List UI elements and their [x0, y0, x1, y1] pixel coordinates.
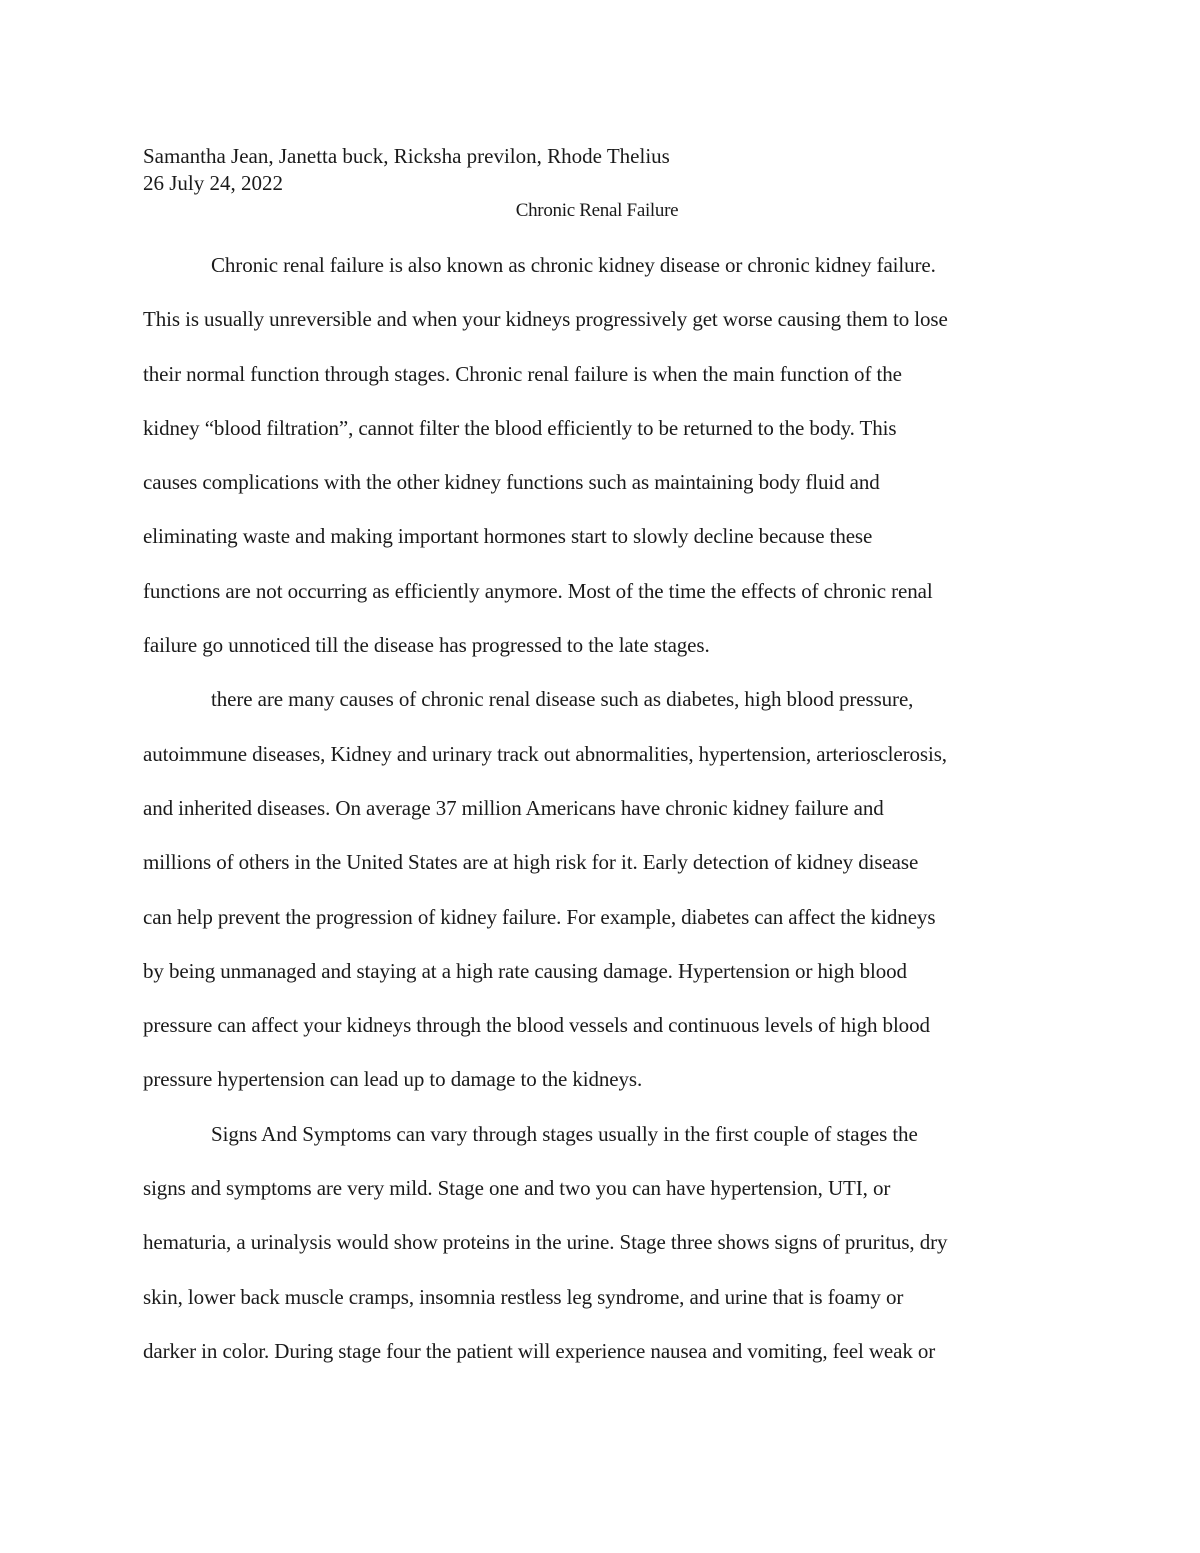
- paragraph-3-line: darker in color. During stage four the patient will experience nausea and vomiting, feel weak or: [143, 1338, 936, 1363]
- paragraph-2-line: autoimmune diseases, Kidney and urinary track out abnormalities, hypertension, arteriosclerosis,: [143, 741, 947, 766]
- document-header: [143, 143, 1063, 197]
- paragraph-3-line: skin, lower back muscle cramps, insomnia restless leg syndrome, and urine that is foamy or: [143, 1284, 904, 1309]
- paragraph-2-line: there are many causes of chronic renal disease such as diabetes, high blood pressure,: [211, 687, 914, 712]
- paragraph-2-line: millions of others in the United States are at high risk for it. Early detection of kidney disease: [143, 850, 919, 875]
- paragraph-1-line: causes complications with the other kidney functions such as maintaining body fluid and: [143, 470, 880, 495]
- document-body: [143, 249, 1073, 1389]
- date-line: 26 July 24, 2022: [143, 171, 284, 195]
- paragraph-1-line: eliminating waste and making important hormones start to slowly decline because these: [143, 524, 873, 549]
- authors-line: Samantha Jean, Janetta buck, Ricksha previlon, Rhode Thelius: [143, 144, 670, 168]
- paragraph-3-line: hematuria, a urinalysis would show proteins in the urine. Stage three shows signs of pruritus, dry: [143, 1230, 948, 1255]
- paragraph-1-line: failure go unnoticed till the disease has progressed to the late stages.: [143, 633, 710, 658]
- paragraph-3-line: signs and symptoms are very mild. Stage one and two you can have hypertension, UTI, or: [143, 1176, 891, 1201]
- paragraph-3-line: Signs And Symptoms can vary through stages usually in the first couple of stages the: [211, 1121, 918, 1146]
- document-title: Chronic Renal Failure: [515, 200, 679, 221]
- paragraph-2-line: and inherited diseases. On average 37 million Americans have chronic kidney failure and: [143, 795, 884, 820]
- paragraph-2-line: pressure hypertension can lead up to damage to the kidneys.: [143, 1067, 643, 1092]
- paragraph-2-line: pressure can affect your kidneys through the blood vessels and continuous levels of high blood: [143, 1013, 930, 1038]
- paragraph-2-line: can help prevent the progression of kidney failure. For example, diabetes can affect the kidneys: [143, 904, 936, 929]
- paragraph-1-line: Chronic renal failure is also known as chronic kidney disease or chronic kidney failure.: [211, 253, 936, 277]
- paragraph-1-line: functions are not occurring as efficiently anymore. Most of the time the effects of chronic renal: [143, 578, 933, 603]
- paragraph-2-line: by being unmanaged and staying at a high rate causing damage. Hypertension or high blood: [143, 958, 907, 983]
- paragraph-1-line: This is usually unreversible and when your kidneys progressively get worse causing them to lose: [143, 307, 948, 332]
- paragraph-1-line: kidney “blood filtration”, cannot filter the blood efficiently to be returned to the body. This: [143, 415, 897, 440]
- paragraph-1-line: their normal function through stages. Chronic renal failure is when the main function of the: [143, 361, 902, 386]
